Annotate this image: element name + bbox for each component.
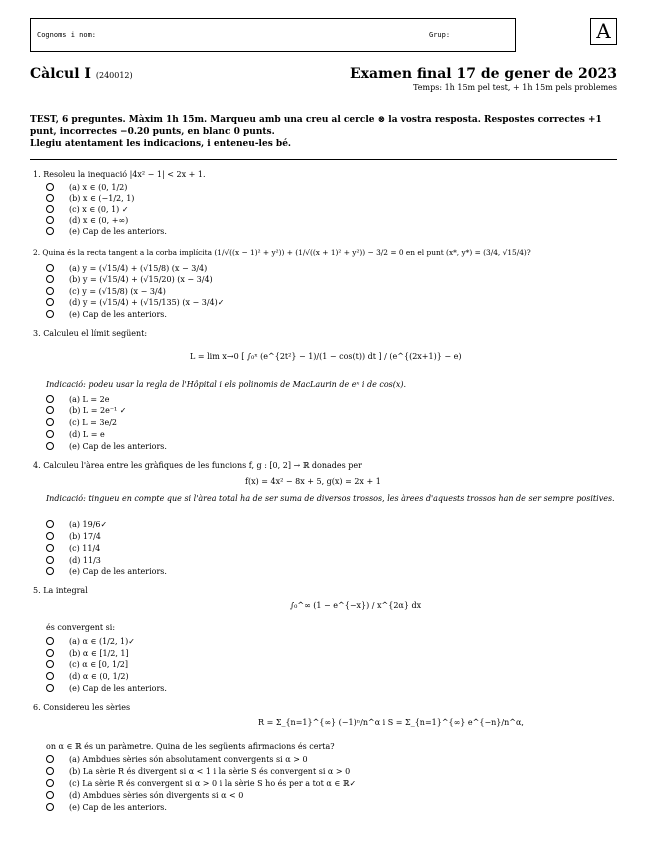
hint: Indicació: tingueu en compte que si l'àrea total ha de ser suma de diversos trossos, les àrees d'aquests trossos han de ser sempre positives. — [46, 494, 615, 503]
answer-circle[interactable] — [46, 684, 54, 692]
answer-circle[interactable] — [46, 205, 54, 213]
answer-circle[interactable] — [46, 779, 54, 787]
answer-circle[interactable] — [46, 767, 54, 775]
formula: ∫₀^∞ (1 − e^{−x}) / x^{2α} dx — [290, 601, 422, 610]
answer-circle[interactable] — [46, 649, 54, 657]
question-text: Calculeu el límit següent: — [43, 329, 148, 338]
question-number: 3. — [33, 329, 41, 338]
exam-title: Examen final 17 de gener de 2023 — [350, 66, 617, 82]
answer-circle[interactable] — [46, 227, 54, 235]
question-text: La integral — [43, 586, 88, 595]
answer-circle[interactable] — [46, 556, 54, 564]
answer-circle[interactable] — [46, 430, 54, 438]
question-5 — [33, 585, 623, 596]
question-text: Calculeu l'àrea entre les gràfiques de les funcions f, g : [0, 2] → ℝ donades per — [43, 461, 362, 470]
question-6 — [33, 702, 623, 713]
course-title — [30, 66, 133, 82]
answer-circle[interactable] — [46, 567, 54, 575]
exam-model-letter: A — [590, 18, 617, 45]
question-4 — [33, 460, 623, 471]
instructions — [30, 114, 620, 150]
question-number: 4. — [33, 461, 41, 470]
answer-circle[interactable] — [46, 395, 54, 403]
answer-circle[interactable] — [46, 637, 54, 645]
course-code: (240012) — [95, 71, 133, 80]
question-text: Considereu les sèries — [43, 703, 131, 712]
question-number: 6. — [33, 703, 41, 712]
answer-circle[interactable] — [46, 755, 54, 763]
answer-circle[interactable] — [46, 310, 54, 318]
answer-circle[interactable] — [46, 418, 54, 426]
group-label: Grup: — [429, 31, 451, 39]
answer-circle[interactable] — [46, 298, 54, 306]
answer-circle[interactable] — [46, 520, 54, 528]
answer-circle[interactable] — [46, 532, 54, 540]
answer-circle[interactable] — [46, 406, 54, 414]
instructions-line-2: Llegiu atentament les indicacions, i enteneu-les bé. — [30, 139, 292, 149]
question-number: 2. — [33, 248, 41, 257]
formula: f(x) = 4x² − 8x + 5, g(x) = 2x + 1 — [245, 477, 381, 486]
question-5-continuation: és convergent si: — [46, 623, 116, 632]
formula: L = lim x→0 [ ∫₀ˣ (e^{2t²} − 1)/(1 − cos(t)) dt ] / (e^{(2x+1)} − e) — [190, 352, 462, 361]
answer-circle[interactable] — [46, 216, 54, 224]
answer-circle[interactable] — [46, 183, 54, 191]
question-number: 1. — [33, 170, 41, 179]
name-group-box — [30, 18, 516, 52]
answer-circle[interactable] — [46, 275, 54, 283]
answer-circle[interactable] — [46, 803, 54, 811]
instructions-line-1: TEST, 6 preguntes. Màxim 1h 15m. Marqueu amb una creu al cercle ⊗ la vostra resposta. Respostes correctes +1 punt, incorrectes −0.20 punts, en blanc 0 punts. — [30, 115, 602, 137]
answer-circle[interactable] — [46, 287, 54, 295]
answer-circle[interactable] — [46, 442, 54, 450]
question-text: Resoleu la inequació |4x² − 1| < 2x + 1. — [43, 170, 206, 179]
answer-circle[interactable] — [46, 194, 54, 202]
divider — [30, 159, 617, 160]
answer-circle[interactable] — [46, 660, 54, 668]
course-name: Càlcul I — [30, 66, 91, 82]
hint: Indicació: podeu usar la regla de l'Hôpital i els polinomis de MacLaurin de eˣ i de cos(x). — [46, 380, 407, 389]
question-1 — [33, 169, 623, 180]
question-6-continuation: on α ∈ ℝ és un paràmetre. Quina de les següents afirmacions és certa? — [46, 742, 335, 751]
answer-circle[interactable] — [46, 791, 54, 799]
answer-circle[interactable] — [46, 544, 54, 552]
answer-circle[interactable] — [46, 264, 54, 272]
question-text: Quina és la recta tangent a la corba implícita (1/√((x − 1)² + y²)) + (1/√((x + 1)² + y²)) − 3/2 = 0 en el punt (x*, y*) = (3/4, √15/4)? — [42, 248, 531, 257]
formula: R = Σ_{n=1}^{∞} (−1)ⁿ/n^α i S = Σ_{n=1}^{∞} e^{−n}/n^α, — [258, 718, 524, 727]
question-3 — [33, 328, 623, 339]
name-label: Cognoms i nom: — [37, 31, 97, 39]
question-2 — [33, 247, 623, 258]
answer-circle[interactable] — [46, 672, 54, 680]
question-number: 5. — [33, 586, 41, 595]
time-info: Temps: 1h 15m pel test, + 1h 15m pels problemes — [413, 83, 617, 92]
